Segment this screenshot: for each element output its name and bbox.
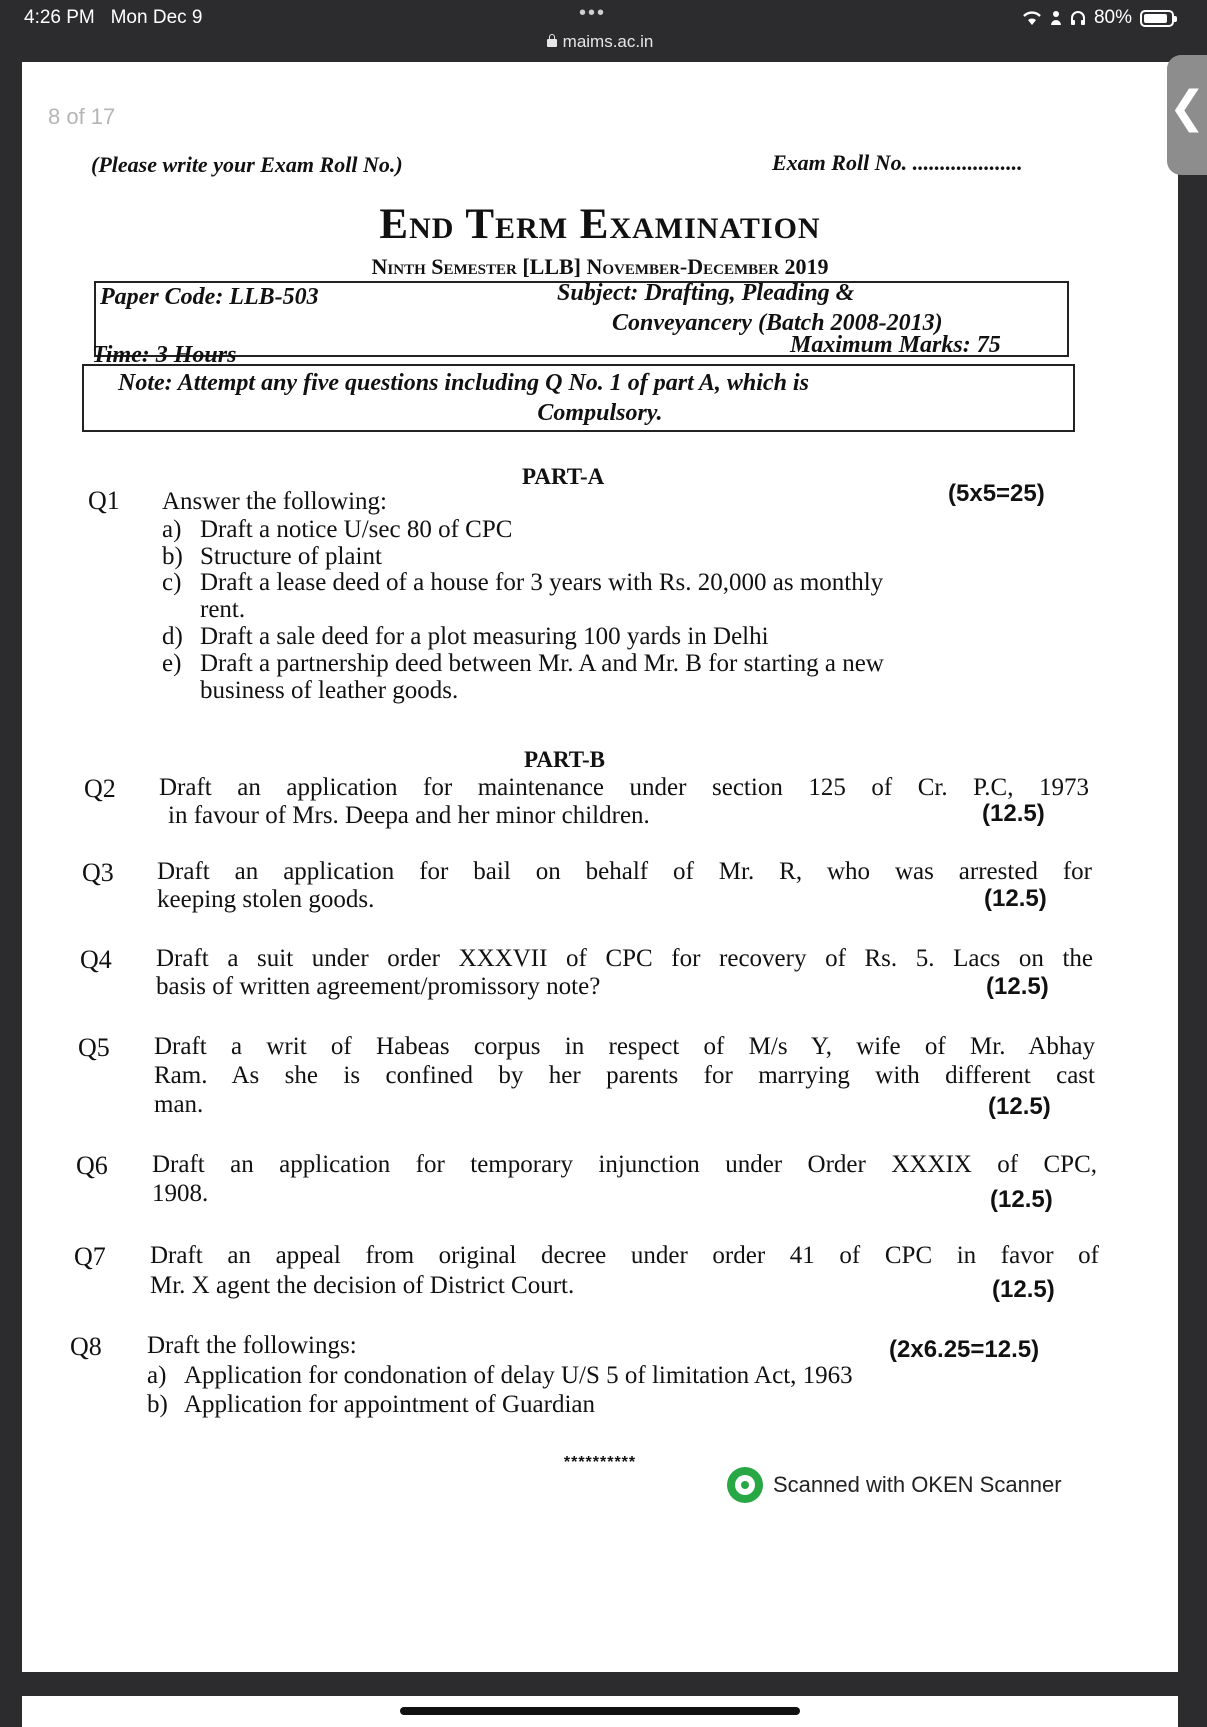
exam-time: Time: 3 Hours [92, 342, 237, 368]
q7-line-2: Mr. X agent the decision of District Court. [150, 1272, 575, 1299]
multitasking-dots[interactable]: ••• [579, 2, 607, 24]
q5-marks: (12.5) [988, 1093, 1051, 1120]
status-time: 4:26 PM Mon Dec 9 [24, 7, 203, 28]
q1-item-a: Draft a notice U/sec 80 of CPC [200, 516, 513, 543]
part-b-heading: PART-B [524, 747, 605, 772]
headphones-icon [1070, 10, 1086, 26]
q4-line-2: basis of written agreement/promissory note? [156, 973, 601, 1000]
page-counter: 8 of 17 [48, 104, 116, 129]
q3-line-2: keeping stolen goods. [157, 886, 375, 913]
q5-line-2: Ram. As she is confined by her parents for marrying with different cast [154, 1062, 1095, 1089]
q6-line-2: 1908. [152, 1180, 209, 1207]
person-icon [1050, 10, 1062, 26]
exam-title: End Term Examination [379, 201, 821, 248]
paper-code: Paper Code: LLB-503 [100, 284, 319, 310]
q6-number: Q6 [76, 1151, 108, 1180]
scanner-watermark-text: Scanned with OKEN Scanner [773, 1472, 1062, 1497]
status-icons [1022, 7, 1174, 29]
q3-marks: (12.5) [984, 885, 1047, 912]
sidebar-toggle-handle[interactable] [1167, 55, 1207, 175]
q2-number: Q2 [84, 774, 116, 803]
q1-item-d-label: d) [162, 623, 183, 650]
chevron-left-icon: ❮ [1168, 82, 1206, 133]
note-line-1: Note: Attempt any five questions including Q No. 1 of part A, which is [118, 370, 809, 396]
q8-item-b-label: b) [147, 1391, 168, 1418]
maximum-marks: Maximum Marks: 75 [790, 332, 1001, 358]
q1-item-a-label: a) [162, 516, 182, 543]
roll-number-label: Exam Roll No. .................... [772, 150, 1023, 175]
q3-line-1: Draft an application for bail on behalf of Mr. R, who was arrested for [157, 858, 1092, 885]
q1-item-b: Structure of plaint [200, 543, 382, 570]
end-marker: ********** [563, 1454, 637, 1471]
q8-number: Q8 [70, 1332, 102, 1361]
q1-item-d: Draft a sale deed for a plot measuring 100 yards in Delhi [200, 623, 769, 650]
q5-line-1: Draft a writ of Habeas corpus in respect of M/s Y, wife of Mr. Abhay [154, 1033, 1095, 1060]
oken-logo-icon [727, 1467, 763, 1503]
q4-number: Q4 [80, 945, 112, 974]
q5-number: Q5 [78, 1033, 110, 1062]
q4-marks: (12.5) [986, 973, 1049, 1000]
q8-marks: (2x6.25=12.5) [889, 1336, 1040, 1363]
q1-marks: (5x5=25) [948, 480, 1045, 507]
q7-number: Q7 [74, 1242, 106, 1271]
document-page [22, 62, 1178, 1672]
part-a-heading: PART-A [522, 464, 605, 489]
wifi-icon [1022, 10, 1042, 26]
q8-item-b: Application for appointment of Guardian [184, 1391, 595, 1418]
roll-note: (Please write your Exam Roll No.) [91, 152, 403, 177]
q1-number: Q1 [88, 486, 120, 515]
q8-text: Draft the followings: [147, 1332, 357, 1359]
scanner-watermark [727, 1467, 1062, 1503]
status-date: Mon Dec 9 [110, 7, 203, 28]
exam-subtitle: Ninth Semester [LLB] November-December 2019 [371, 254, 829, 279]
q5-line-3: man. [154, 1091, 204, 1118]
status-bar [0, 0, 1200, 62]
url-text: maims.ac.in [562, 32, 654, 51]
q2-marks: (12.5) [982, 800, 1045, 827]
home-indicator[interactable] [400, 1707, 800, 1715]
subject-line-2: Conveyancery (Batch 2008-2013) [612, 310, 943, 336]
q6-line-1: Draft an application for temporary injunction under Order XXXIX of CPC, [152, 1151, 1097, 1178]
q1-item-c: Draft a lease deed of a house for 3 years with Rs. 20,000 as monthly [200, 569, 884, 596]
q2-line-2: in favour of Mrs. Deepa and her minor children. [168, 802, 650, 829]
q6-marks: (12.5) [990, 1186, 1053, 1213]
battery-icon [1140, 10, 1174, 27]
q1-item-e-cont: business of leather goods. [200, 677, 459, 704]
q1-text: Answer the following: [162, 488, 387, 515]
q7-marks: (12.5) [992, 1276, 1055, 1303]
q1-item-b-label: b) [162, 543, 183, 570]
note-line-2: Compulsory. [537, 400, 663, 426]
q1-item-c-label: c) [162, 569, 182, 596]
q7-line-1: Draft an appeal from original decree under order 41 of CPC in favor of [150, 1242, 1099, 1269]
q8-item-a: Application for condonation of delay U/S 5 of limitation Act, 1963 [184, 1362, 853, 1389]
subject-line-1: Subject: Drafting, Pleading & [557, 280, 855, 306]
q3-number: Q3 [82, 858, 114, 887]
lock-icon [547, 39, 557, 47]
q2-line-1: Draft an application for maintenance under section 125 of Cr. P.C, 1973 [159, 774, 1089, 801]
q4-line-1: Draft a suit under order XXXVII of CPC for recovery of Rs. 5. Lacs on the [156, 945, 1093, 972]
q8-item-a-label: a) [147, 1362, 167, 1389]
q1-item-c-cont: rent. [200, 596, 246, 623]
address-bar[interactable] [0, 32, 1200, 52]
battery-percent: 80% [1093, 7, 1132, 28]
q1-item-e-label: e) [162, 650, 182, 677]
q1-item-e: Draft a partnership deed between Mr. A and Mr. B for starting a new [200, 650, 884, 677]
